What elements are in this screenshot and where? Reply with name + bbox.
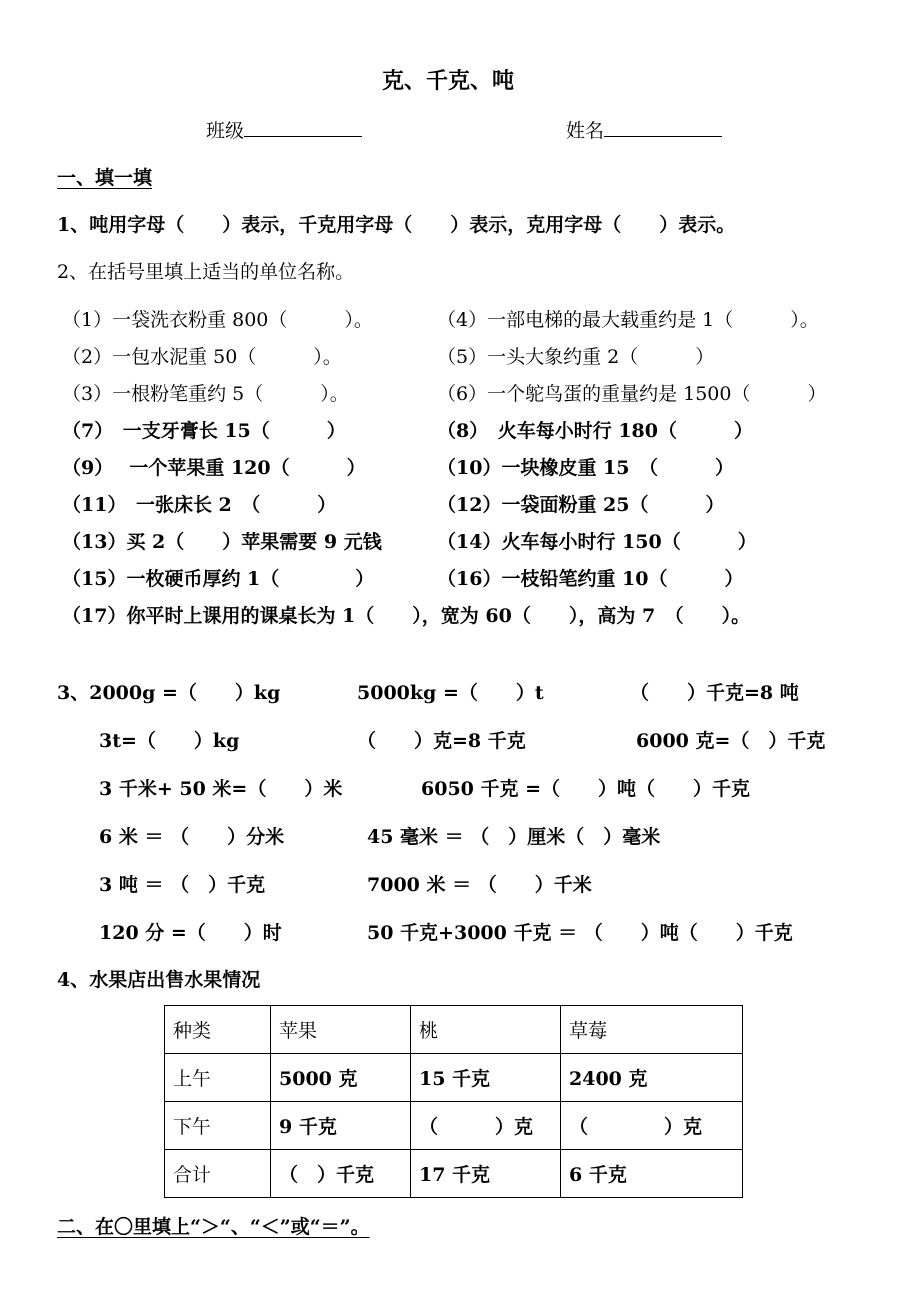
q2-item-9: （9） 一个苹果重 120（ ）: [62, 457, 366, 479]
q3-r5-c1: 3 吨 ＝ （ ）千克: [99, 874, 266, 896]
q3-r2-c3: 6000 克=（ ）千克: [636, 730, 826, 752]
q2-item-17: （17）你平时上课用的课桌长为 1（ ），宽为 60（ ），高为 7 （ ）。: [62, 605, 751, 627]
q2-item-16: （16）一枝铅笔约重 10（ ）: [437, 568, 744, 590]
q2-item-7: （7） 一支牙膏长 15（ ）: [62, 420, 346, 442]
q3-r2-c2: （ ）克=8 千克: [357, 730, 526, 752]
q2-item-3: （3）一根粉笔重约 5（ ）。: [62, 383, 349, 405]
q3-r4-c2: 45 毫米 ＝ （ ）厘米（ ）毫米: [367, 826, 661, 848]
table-cell: 17 千克: [411, 1150, 561, 1198]
q2-item-12: （12）一袋面粉重 25（ ）: [437, 494, 725, 516]
q3-r1-c2: 5000kg =（ ）t: [357, 682, 544, 704]
q2-item-4: （4）一部电梯的最大载重约是 1（ ）。: [437, 309, 819, 331]
class-label: 班级: [206, 120, 245, 142]
name-blank[interactable]: [604, 120, 722, 137]
q2-item-13: （13）买 2（ ）苹果需要 9 元钱: [62, 531, 382, 553]
table-cell: 9 千克: [271, 1102, 411, 1150]
table-cell: 5000 克: [271, 1054, 411, 1102]
q3-r1-c3: （ ）千克=8 吨: [630, 682, 799, 704]
table-row: [165, 1150, 743, 1198]
q3-r6-c1: 120 分 =（ ）时: [99, 922, 282, 944]
table-cell: 草莓: [561, 1006, 743, 1054]
table-cell: 下午: [165, 1102, 271, 1150]
class-field[interactable]: [206, 120, 362, 141]
table-cell: 桃: [411, 1006, 561, 1054]
q2-item-2: （2）一包水泥重 50（ ）。: [62, 346, 342, 368]
q2-item-1: （1）一袋洗衣粉重 800（ ）。: [62, 309, 373, 331]
table-row: [165, 1054, 743, 1102]
class-blank[interactable]: [244, 120, 362, 137]
q3-r1-c1: 3、2000g =（ ）kg: [57, 682, 281, 704]
table-cell: 上午: [165, 1054, 271, 1102]
q2-item-14: （14）火车每小时行 150（ ）: [437, 531, 757, 553]
table-cell[interactable]: （ ）克: [411, 1102, 561, 1150]
table-row: [165, 1006, 743, 1054]
table-cell: 合计: [165, 1150, 271, 1198]
q3-r4-c1: 6 米 ＝ （ ）分米: [99, 826, 285, 848]
name-label: 姓名: [566, 120, 605, 142]
table-cell[interactable]: （ ）克: [561, 1102, 743, 1150]
table-cell: 种类: [165, 1006, 271, 1054]
table-cell: 2400 克: [561, 1054, 743, 1102]
q3-r3-c1: 3 千米+ 50 米=（ ）米: [99, 778, 343, 800]
q2-item-6: （6）一个鸵鸟蛋的重量约是 1500（ ）: [437, 383, 827, 405]
table-cell[interactable]: （ ）千克: [271, 1150, 411, 1198]
q2-item-5: （5）一头大象约重 2（ ）: [437, 346, 715, 368]
name-field[interactable]: [566, 120, 722, 141]
table-cell: 6 千克: [561, 1150, 743, 1198]
page-title: 克、千克、吨: [382, 68, 515, 94]
section2-heading: 二、在〇里填上“＞“、“＜”或“＝”。: [57, 1216, 370, 1238]
q2-item-15: （15）一枚硬币厚约 1（ ）: [62, 568, 375, 590]
q2-item-10: （10）一块橡皮重 15 （ ）: [437, 457, 734, 479]
table-row: [165, 1102, 743, 1150]
q3-r5-c2: 7000 米 ＝ （ ）千米: [367, 874, 592, 896]
q2-item-11: （11） 一张床长 2 （ ）: [62, 494, 337, 516]
section1-heading: 一、填一填: [57, 167, 153, 189]
question-1: 1、吨用字母（ ）表示，千克用字母（ ）表示，克用字母（ ）表示。: [57, 214, 736, 236]
q2-item-8: （8） 火车每小时行 180（ ）: [437, 420, 753, 442]
q3-r3-c2: 6050 千克 =（ ）吨（ ）千克: [421, 778, 751, 800]
table-cell: 15 千克: [411, 1054, 561, 1102]
q3-r2-c1: 3t=（ ）kg: [99, 730, 240, 752]
table-cell: 苹果: [271, 1006, 411, 1054]
question-4: 4、水果店出售水果情况: [57, 969, 261, 991]
fruit-sales-table: [164, 1005, 743, 1198]
question-2: 2、在括号里填上适当的单位名称。: [57, 261, 355, 283]
q3-r6-c2: 50 千克+3000 千克 ＝ （ ）吨（ ）千克: [367, 922, 793, 944]
